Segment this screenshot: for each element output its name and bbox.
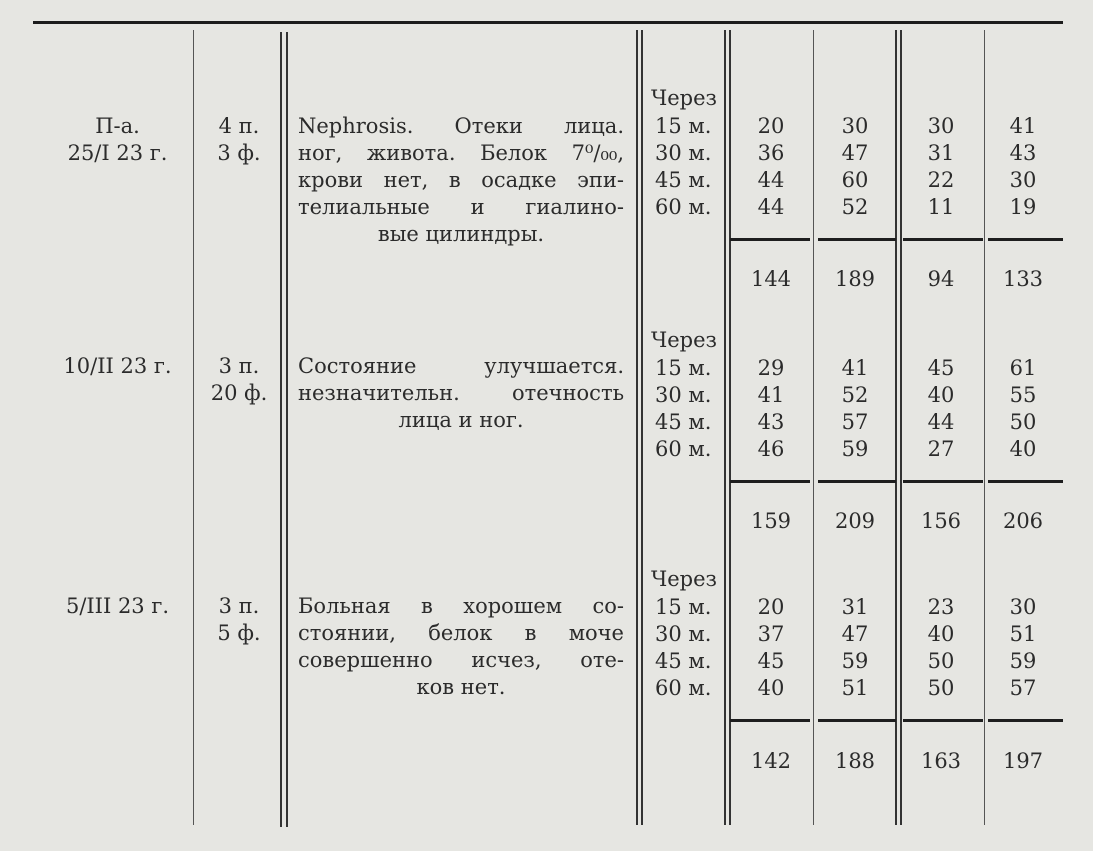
total-cell: 197 — [1002, 749, 1044, 773]
table-cell: 50 — [927, 649, 955, 673]
table-cell: 27 — [927, 437, 955, 461]
column-rule — [724, 30, 726, 825]
totals-rule — [903, 238, 983, 241]
table-cell: 40 — [1009, 437, 1037, 461]
column-rule — [286, 32, 288, 827]
table-cell: 41 — [1009, 114, 1037, 138]
table-cell: 41 — [841, 356, 869, 380]
entry-description-line: совершенно исчез, оте- — [298, 648, 624, 672]
table-cell: 52 — [841, 195, 869, 219]
table-cell: 61 — [1009, 356, 1037, 380]
table-cell: 47 — [841, 622, 869, 646]
table-cell: 47 — [841, 141, 869, 165]
totals-rule — [818, 238, 896, 241]
total-cell: 142 — [750, 749, 792, 773]
totals-rule — [818, 480, 896, 483]
time-value: 45 м. — [655, 168, 712, 192]
entry-id-line: 25/I 23 г. — [67, 141, 168, 165]
total-cell: 133 — [1002, 267, 1044, 291]
total-cell: 156 — [920, 509, 962, 533]
table-cell: 20 — [757, 595, 785, 619]
table-cell: 45 — [757, 649, 785, 673]
column-rule — [900, 30, 902, 825]
total-cell: 188 — [834, 749, 876, 773]
entry-dose-line: 4 п. — [218, 114, 260, 138]
totals-rule — [730, 719, 810, 722]
entry-description-line: ков нет. — [416, 675, 506, 699]
entry-description-line: лица и ног. — [398, 408, 524, 432]
table-cell: 43 — [1009, 141, 1037, 165]
time-label: Через — [651, 86, 717, 110]
total-cell: 159 — [750, 509, 792, 533]
table-cell: 36 — [757, 141, 785, 165]
time-value: 15 м. — [655, 356, 712, 380]
table-cell: 57 — [841, 410, 869, 434]
entry-description-line: крови нет, в осадке эпи- — [298, 168, 624, 192]
time-value: 60 м. — [655, 195, 712, 219]
total-cell: 206 — [1002, 509, 1044, 533]
table-cell: 51 — [1009, 622, 1037, 646]
time-value: 30 м. — [655, 141, 712, 165]
column-rule — [729, 30, 731, 825]
entry-description-line: незначительн. отечность — [298, 381, 624, 405]
entry-description-line: Больная в хорошем со- — [298, 594, 624, 618]
totals-rule — [818, 719, 896, 722]
table-cell: 55 — [1009, 383, 1037, 407]
total-cell: 209 — [834, 509, 876, 533]
column-rule — [813, 30, 814, 825]
total-cell: 189 — [834, 267, 876, 291]
table-cell: 40 — [757, 676, 785, 700]
totals-rule — [988, 719, 1063, 722]
table-cell: 52 — [841, 383, 869, 407]
table-cell: 43 — [757, 410, 785, 434]
table-cell: 30 — [1009, 595, 1037, 619]
entry-dose-line: 3 п. — [218, 594, 260, 618]
table-cell: 60 — [841, 168, 869, 192]
top-rule — [33, 21, 1063, 24]
totals-rule — [730, 238, 810, 241]
entry-id-line: 10/II 23 г. — [63, 354, 172, 378]
table-cell: 11 — [927, 195, 955, 219]
entry-description-line: Nephrosis. Отеки лица. — [298, 114, 624, 138]
table-cell: 59 — [841, 649, 869, 673]
table-cell: 50 — [927, 676, 955, 700]
time-value: 30 м. — [655, 383, 712, 407]
table-cell: 51 — [841, 676, 869, 700]
table-cell: 44 — [927, 410, 955, 434]
entry-description-line: ног, живота. Белок 7⁰/₀₀, — [298, 141, 624, 165]
column-rule — [895, 30, 897, 825]
table-cell: 59 — [1009, 649, 1037, 673]
table-cell: 44 — [757, 195, 785, 219]
table-cell: 23 — [927, 595, 955, 619]
total-cell: 94 — [927, 267, 955, 291]
total-cell: 163 — [920, 749, 962, 773]
entry-description-line: вые цилиндры. — [377, 222, 545, 246]
time-value: 45 м. — [655, 649, 712, 673]
entry-description-line: Состояние улучшается. — [298, 354, 624, 378]
table-cell: 45 — [927, 356, 955, 380]
time-value: 30 м. — [655, 622, 712, 646]
table-cell: 22 — [927, 168, 955, 192]
table-cell: 40 — [927, 622, 955, 646]
entry-dose-line: 20 ф. — [210, 381, 268, 405]
table-cell: 41 — [757, 383, 785, 407]
totals-rule — [903, 719, 983, 722]
entry-id-line: П-а. — [95, 114, 140, 138]
table-cell: 44 — [757, 168, 785, 192]
table-cell: 30 — [927, 114, 955, 138]
time-label: Через — [651, 567, 717, 591]
totals-rule — [988, 238, 1063, 241]
totals-rule — [988, 480, 1063, 483]
table-cell: 31 — [841, 595, 869, 619]
entry-id-line: 5/III 23 г. — [65, 594, 170, 618]
table-cell: 20 — [757, 114, 785, 138]
time-value: 15 м. — [655, 595, 712, 619]
column-rule — [984, 30, 985, 825]
table-cell: 31 — [927, 141, 955, 165]
time-value: 60 м. — [655, 437, 712, 461]
table-cell: 37 — [757, 622, 785, 646]
entry-description-line: стоянии, белок в моче — [298, 621, 624, 645]
table-cell: 29 — [757, 356, 785, 380]
totals-rule — [903, 480, 983, 483]
entry-description-line: телиальные и гиалино- — [298, 195, 624, 219]
table-cell: 40 — [927, 383, 955, 407]
table-cell: 59 — [841, 437, 869, 461]
time-value: 15 м. — [655, 114, 712, 138]
total-cell: 144 — [750, 267, 792, 291]
table-cell: 30 — [841, 114, 869, 138]
time-label: Через — [651, 328, 717, 352]
table-cell: 46 — [757, 437, 785, 461]
totals-rule — [730, 480, 810, 483]
entry-dose-line: 3 п. — [218, 354, 260, 378]
table-cell: 30 — [1009, 168, 1037, 192]
column-rule — [641, 30, 643, 825]
time-value: 45 м. — [655, 410, 712, 434]
time-value: 60 м. — [655, 676, 712, 700]
table-cell: 57 — [1009, 676, 1037, 700]
entry-dose-line: 5 ф. — [217, 621, 261, 645]
column-rule — [636, 30, 638, 825]
entry-dose-line: 3 ф. — [217, 141, 261, 165]
table-cell: 19 — [1009, 195, 1037, 219]
table-cell: 50 — [1009, 410, 1037, 434]
